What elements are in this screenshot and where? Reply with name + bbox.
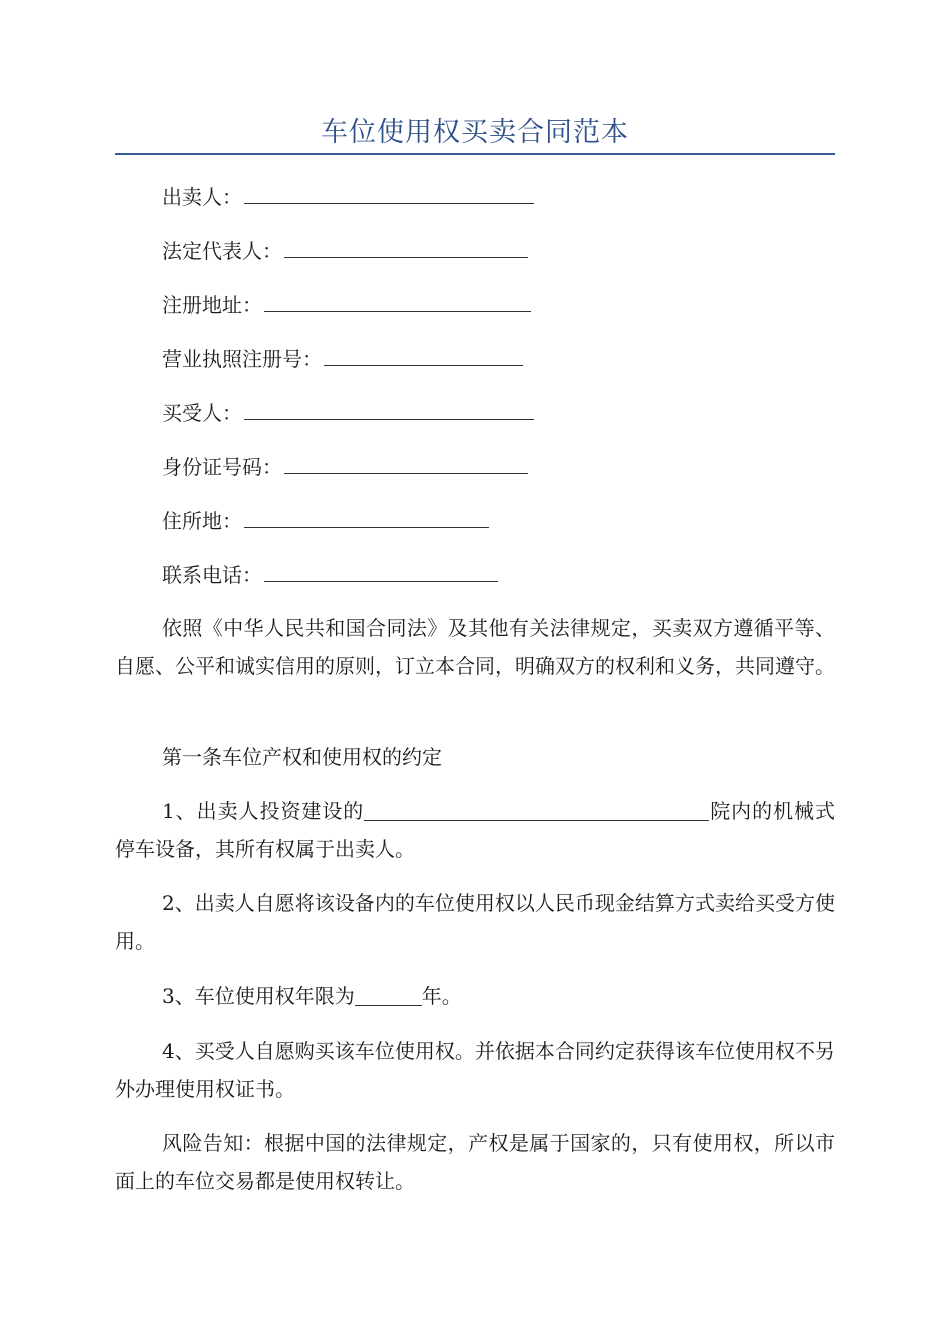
field-label-phone: 联系电话： [162,563,262,587]
field-label-seller: 出卖人： [162,185,242,209]
residence-blank-line [244,505,489,528]
field-residence [162,505,489,536]
field-label-id-number: 身份证号码： [162,455,282,479]
id-number-blank-line [284,451,528,474]
clause-4: 4、买受人自愿购买该车位使用权。并依据本合同约定获得该车位使用权不另外办理使用权证书。 [115,1039,835,1101]
clause-1-blank-line [364,798,709,821]
field-label-legal-representative: 法定代表人： [162,239,282,263]
field-legal-representative [162,235,528,266]
clause-1-text-before: 1、出卖人投资建设的 [162,799,365,823]
title-divider [115,153,835,155]
field-label-buyer: 买受人： [162,401,242,425]
seller-blank-line [244,181,534,204]
buyer-blank-line [244,397,534,420]
risk-notice-paragraph: 风险告知：根据中国的法律规定，产权是属于国家的，只有使用权，所以市面上的车位交易都是使用权转让。 [115,1131,835,1193]
legal-representative-blank-line [284,235,528,258]
field-buyer [162,397,534,428]
field-phone [162,559,498,590]
phone-blank-line [264,559,498,582]
clause-3-blank-line [355,983,422,1006]
clause-1-text-after: 院内的机械式停车设备，其所有权属于出卖人。 [115,799,835,861]
business-license-blank-line [324,343,523,366]
field-business-license [162,343,523,374]
field-id-number [162,451,528,482]
field-label-residence: 住所地： [162,509,242,533]
field-registered-address [162,289,531,320]
intro-paragraph: 依照《中华人民共和国合同法》及其他有关法律规定，买卖双方遵循平等、自愿、公平和诚实信用的原则，订立本合同，明确双方的权利和义务，共同遵守。 [115,616,835,678]
clause-1 [115,792,835,868]
document-title: 车位使用权买卖合同范本 [321,117,629,148]
clause-3-text-after: 年。 [421,984,462,1008]
registered-address-blank-line [264,289,531,312]
clause-2: 2、出卖人自愿将该设备内的车位使用权以人民币现金结算方式卖给买受方使用。 [115,891,835,953]
article-1-heading: 第一条车位产权和使用权的约定 [162,745,442,769]
clause-3 [115,977,835,1015]
field-seller [162,181,534,212]
clause-3-text-before: 3、车位使用权年限为 [162,984,355,1008]
field-label-business-license: 营业执照注册号： [162,347,322,371]
field-label-registered-address: 注册地址： [162,293,262,317]
